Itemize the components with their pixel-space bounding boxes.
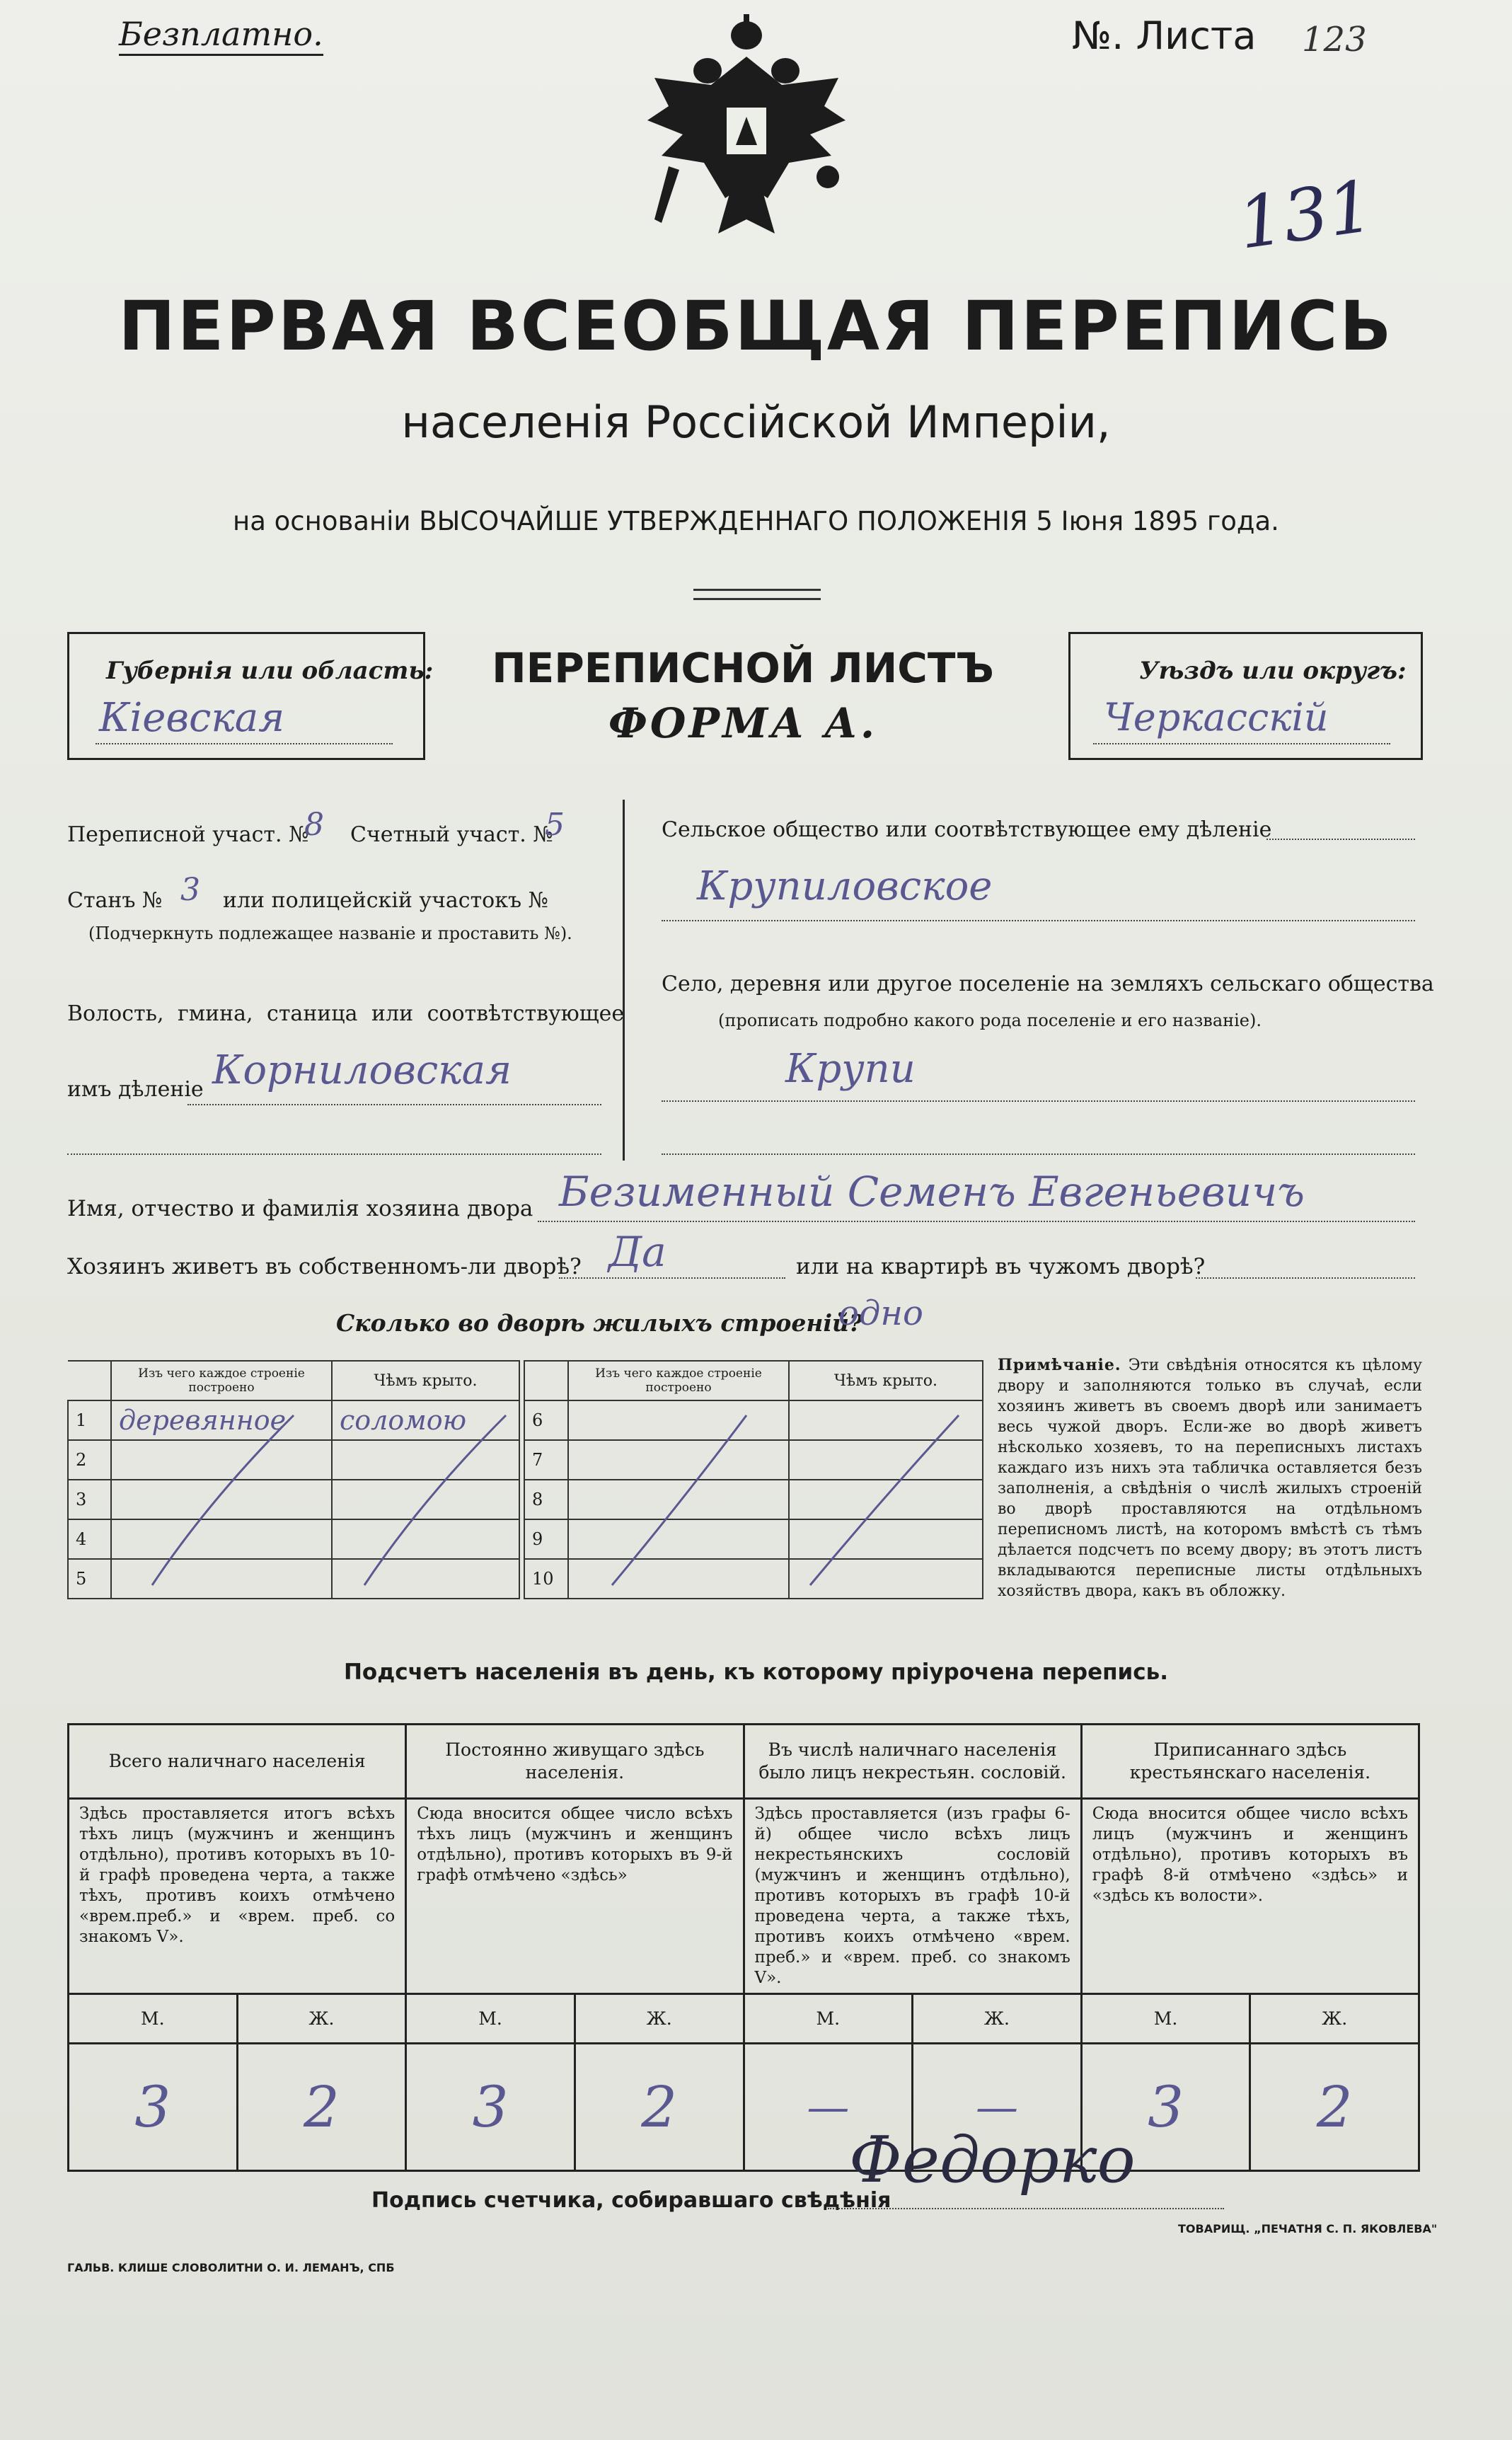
buildings-table-left: Изъ чего каждое строеніе построено Чѣмъ крыто. 1 деревянное соломою 2 3 4 5: [67, 1360, 520, 1599]
population-heading: Подсчетъ населенія въ день, къ которому пріурочена перепись.: [343, 1659, 1169, 1685]
signature-label: Подпись счетчика, собиравшаго свѣдѣнія: [371, 2188, 891, 2213]
village-label: Село, деревня или другое поселеніе на земляхъ сельскаго общества: [662, 972, 1434, 996]
printer-left: ГАЛЬВ. КЛИШЕ СЛОВОЛИТНИ О. И. ЛЕМАНЪ, СПБ: [67, 2261, 395, 2274]
uezd-value: Черкасскій: [1104, 695, 1329, 740]
form-basis: на основаніи ВЫСОЧАЙШЕ УТВЕРЖДЕННАГО ПОЛОЖЕНІЯ 5 Іюня 1895 года.: [233, 506, 1279, 536]
society-line-2: [662, 920, 1415, 921]
form-type: ФОРМА А.: [608, 699, 878, 747]
owner-name-value: Безименный Семенъ Евгеньевичъ: [559, 1168, 1305, 1216]
uezd-label: Уѣздъ или округъ:: [1139, 657, 1407, 685]
village-line: [662, 1100, 1415, 1102]
handwritten-number: 131: [1233, 164, 1379, 265]
note-text: Эти свѣдѣнія относятся къ цѣлому двору и заполняются только въ случаѣ, если хозяинъ живетъ въ своемъ дворѣ или занимаетъ весь чужой дворъ. Если-же во дворѣ живетъ нѣсколько хозяевъ, то на переписныхъ листахъ каждаго изъ нихъ эта табличка оставляется безъ заполненія, а свѣдѣнія о числѣ жилыхъ строеній во дворѣ проставляются на отдѣльномъ переписномъ листѣ, на которомъ вмѣстѣ съ тѣмъ дѣлается подсчетъ по всему двору; въ этотъ листъ вкладываются переписные листы отдѣльныхъ хозяйствъ двора, какъ въ обложку.: [998, 1357, 1422, 1600]
owner-rent-line: [1196, 1277, 1415, 1279]
uchast-value: 8: [304, 807, 324, 843]
buildings-table-right: Изъ чего каждое строеніе построено Чѣмъ крыто. 6 7 8 9 10: [524, 1360, 983, 1599]
printer-right: ТОВАРИЩ. „ПЕЧАТНЯ С. П. ЯКОВЛЕВА": [1178, 2222, 1438, 2235]
stan-value: 3: [180, 872, 200, 908]
society-line: [1266, 839, 1415, 840]
column-divider: [623, 800, 625, 1161]
owner-own-line: [559, 1277, 785, 1279]
stan-note: (Подчеркнуть подлежащее названіе и проставить №).: [88, 923, 572, 943]
buildings-value: одно: [838, 1294, 923, 1333]
volost-label-2: имъ дѣленіе: [67, 1077, 204, 1102]
schet-value: 5: [545, 807, 565, 843]
ornament-divider: [693, 589, 821, 600]
buildings-label: Сколько во дворѣ жилыхъ строеній?: [336, 1309, 863, 1337]
note-label: Примѣчаніе.: [998, 1356, 1121, 1374]
uezd-line: [1093, 743, 1390, 744]
uchast-label: Переписной участ. №: [67, 822, 309, 847]
owner-name-line: [538, 1221, 1415, 1222]
gubernia-label: Губернія или область:: [106, 657, 434, 685]
schet-label: Счетный участ. №: [350, 822, 553, 847]
form-title: ПЕРВАЯ ВСЕОБЩАЯ ПЕРЕПИСЬ: [118, 287, 1394, 366]
owner-own-value: Да: [608, 1228, 666, 1276]
sheet-number-value: 123: [1302, 20, 1367, 59]
signature-value: Федорко: [849, 2123, 1136, 2197]
volost-value: Корниловская: [212, 1047, 512, 1093]
volost-label: Волость, гмина, станица или соотвѣтствующее: [67, 1001, 625, 1026]
owner-own-label: Хозяинъ живетъ въ собственномъ-ли дворѣ?: [67, 1254, 582, 1279]
village-value: Крупи: [785, 1046, 916, 1092]
gubernia-line: [96, 743, 393, 744]
signature-line: [828, 2208, 1224, 2209]
stan-or-label: или полицейскій участокъ №: [223, 888, 549, 913]
population-table: Всего наличнаго населенія Постоянно живущаго здѣсь населенія. Въ числѣ наличнаго населенія было лицъ некрестьян. сословій. Приписаннаго здѣсь крестьянскаго населенія. Здѣсь проставляется итогъ всѣхъ тѣхъ лицъ (мужчинъ и женщинъ отдѣльно), противъ которыхъ въ 10-й графѣ проведена черта, а также тѣхъ, противъ коихъ отмѣчено «врем.преб.» и «врем. преб. со знакомъ V». Сюда вносится общее число всѣхъ тѣхъ лицъ (мужчинъ и женщинъ отдѣльно), противъ которыхъ въ 9-й графѣ отмѣчено «здѣсь» Здѣсь проставляется (изъ графы 6-й) общее число всѣхъ лицъ некрестьянскихъ сословій (мужчинъ и женщинъ отдѣльно), противъ которыхъ въ графѣ 10-й проведена черта, а также тѣхъ, противъ коихъ отмѣчено «врем. преб.» и «врем. преб. со знакомъ V». Сюда вносится общее число всѣхъ лицъ (мужчинъ и женщинъ отдѣльно), противъ которыхъ въ графѣ 8-й отмѣчено «здѣсь» и «здѣсь къ волости». М. Ж. М. Ж. М. Ж. М. Ж. 3 2 3 2 — — 3 2: [67, 1723, 1420, 2172]
imperial-eagle-icon: [640, 14, 853, 255]
buildings-note: [998, 1355, 1422, 1601]
strikeout-marks: [67, 1394, 987, 1606]
society-value: Крупиловское: [697, 863, 993, 909]
volost-line-2: [67, 1153, 601, 1155]
village-line-2: [662, 1153, 1415, 1155]
free-label: Безплатно.: [119, 14, 323, 56]
sheet-title: ПЕРЕПИСНОЙ ЛИСТЪ: [492, 644, 994, 692]
stan-label: Станъ №: [67, 888, 163, 913]
sheet-number-label: №. Листа: [1072, 13, 1257, 58]
volost-line: [187, 1104, 601, 1105]
village-note: (прописать подробно какого рода поселеніе и его названіе).: [718, 1011, 1262, 1030]
owner-name-label: Имя, отчество и фамилія хозяина двора: [67, 1196, 533, 1221]
gubernia-value: Кіевская: [99, 695, 285, 741]
form-subtitle: населенія Россійской Имперіи,: [401, 396, 1111, 448]
society-label: Сельское общество или соотвѣтствующее ему дѣленіе: [662, 817, 1272, 842]
owner-rent-label: или на квартирѣ въ чужомъ дворѣ?: [796, 1254, 1206, 1279]
